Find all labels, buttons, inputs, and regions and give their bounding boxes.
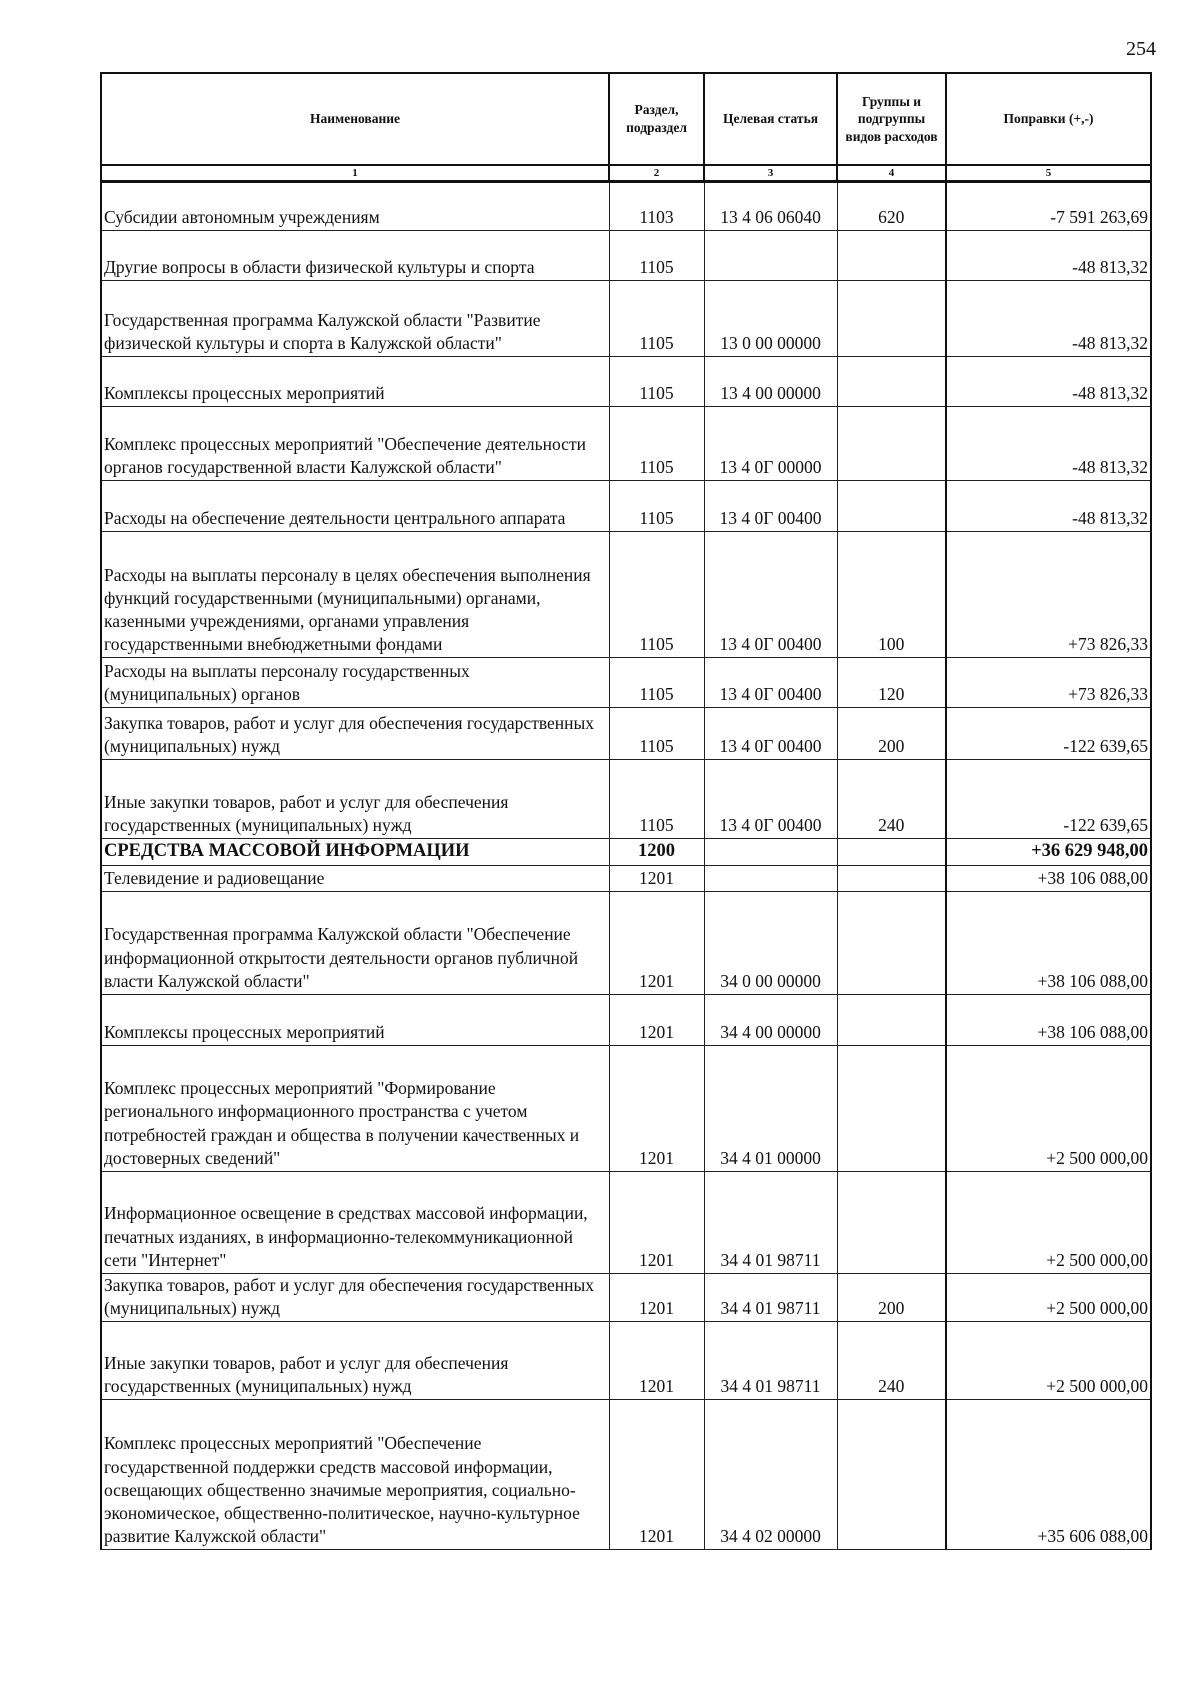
row-target: 13 4 06 06040: [704, 182, 837, 231]
table-row: [101, 891, 1151, 994]
row-group: [837, 1045, 946, 1171]
row-target: 34 4 01 98711: [704, 1171, 837, 1273]
row-target: 13 4 0Г 00400: [704, 658, 837, 708]
budget-amendments-table-wrapper: [100, 72, 1150, 1550]
row-target: 13 4 0Г 00400: [704, 760, 837, 839]
table-row: [101, 281, 1151, 357]
row-target: 13 4 0Г 00000: [704, 407, 837, 481]
table-row: [101, 481, 1151, 532]
row-amount: -122 639,65: [946, 760, 1151, 839]
row-amount: -48 813,32: [946, 407, 1151, 481]
header-name: Наименование: [101, 73, 609, 165]
row-name: Иные закупки товаров, работ и услуг для обеспечения государственных (муниципальных) нужд: [101, 760, 609, 839]
row-section: 1201: [609, 1321, 704, 1399]
row-target: 13 4 0Г 00400: [704, 708, 837, 760]
row-target: 34 4 00 00000: [704, 994, 837, 1045]
row-amount: +2 500 000,00: [946, 1171, 1151, 1273]
row-amount: -48 813,32: [946, 481, 1151, 532]
row-name: Субсидии автономным учреждениям: [101, 182, 609, 231]
row-section: 1200: [609, 839, 704, 865]
row-amount: +2 500 000,00: [946, 1321, 1151, 1399]
row-group: 100: [837, 532, 946, 658]
table-row: [101, 357, 1151, 407]
table-row: [101, 407, 1151, 481]
column-number: 3: [704, 165, 837, 182]
row-section: 1105: [609, 357, 704, 407]
row-target: 34 4 02 00000: [704, 1399, 837, 1549]
row-amount: +2 500 000,00: [946, 1045, 1151, 1171]
row-group: [837, 891, 946, 994]
row-name: Комплекс процессных мероприятий "Обеспечение государственной поддержки средств массовой информации, освещающих общественно значимые мероприятия, социально-экономическое, общественно-политическое, научно-культурное развитие Калужской области": [101, 1399, 609, 1549]
row-amount: +38 106 088,00: [946, 994, 1151, 1045]
row-target: [704, 231, 837, 281]
table-row: [101, 839, 1151, 865]
row-amount: +38 106 088,00: [946, 865, 1151, 891]
row-amount: +2 500 000,00: [946, 1273, 1151, 1321]
row-target: [704, 839, 837, 865]
table-row: [101, 708, 1151, 760]
table-row: [101, 658, 1151, 708]
table-header-row: [101, 73, 1151, 165]
row-name: Комплексы процессных мероприятий: [101, 357, 609, 407]
table-row: [101, 1273, 1151, 1321]
row-section: 1105: [609, 407, 704, 481]
row-name: Другие вопросы в области физической культуры и спорта: [101, 231, 609, 281]
table-row: [101, 532, 1151, 658]
column-number: 1: [101, 165, 609, 182]
row-group: [837, 865, 946, 891]
row-group: [837, 281, 946, 357]
row-name: Закупка товаров, работ и услуг для обеспечения государственных (муниципальных) нужд: [101, 708, 609, 760]
row-name: Государственная программа Калужской области "Обеспечение информационной открытости деятельности органов публичной власти Калужской области": [101, 891, 609, 994]
page-number: 254: [1126, 38, 1156, 60]
row-name: Закупка товаров, работ и услуг для обеспечения государственных (муниципальных) нужд: [101, 1273, 609, 1321]
header-group: Группы и подгруппы видов расходов: [837, 73, 946, 165]
row-amount: -48 813,32: [946, 281, 1151, 357]
row-section: 1105: [609, 481, 704, 532]
row-target: 34 4 01 98711: [704, 1273, 837, 1321]
row-name: Расходы на обеспечение деятельности центрального аппарата: [101, 481, 609, 532]
row-name: Информационное освещение в средствах массовой информации, печатных изданиях, в информационно-телекоммуникационной сети "Интернет": [101, 1171, 609, 1273]
header-amount: Поправки (+,-): [946, 73, 1151, 165]
row-group: 240: [837, 1321, 946, 1399]
row-name: Телевидение и радиовещание: [101, 865, 609, 891]
row-amount: -7 591 263,69: [946, 182, 1151, 231]
table-row: [101, 1171, 1151, 1273]
table-row: [101, 1321, 1151, 1399]
row-amount: -48 813,32: [946, 231, 1151, 281]
table-row: [101, 1045, 1151, 1171]
row-group: [837, 481, 946, 532]
row-amount: +73 826,33: [946, 532, 1151, 658]
column-number-row: [101, 165, 1151, 182]
row-section: 1105: [609, 532, 704, 658]
column-number: 2: [609, 165, 704, 182]
row-target: 13 0 00 00000: [704, 281, 837, 357]
row-target: 13 4 0Г 00400: [704, 532, 837, 658]
row-amount: +38 106 088,00: [946, 891, 1151, 994]
row-group: [837, 1399, 946, 1549]
row-section: 1201: [609, 1399, 704, 1549]
row-group: [837, 407, 946, 481]
row-target: [704, 865, 837, 891]
column-number: 5: [946, 165, 1151, 182]
row-group: 120: [837, 658, 946, 708]
table-row: [101, 865, 1151, 891]
table-row: [101, 994, 1151, 1045]
row-section: 1103: [609, 182, 704, 231]
table-body: [101, 182, 1151, 1550]
row-name: СРЕДСТВА МАССОВОЙ ИНФОРМАЦИИ: [101, 839, 609, 865]
row-section: 1201: [609, 865, 704, 891]
row-section: 1105: [609, 760, 704, 839]
row-target: 34 4 01 98711: [704, 1321, 837, 1399]
row-group: [837, 1171, 946, 1273]
row-group: [837, 994, 946, 1045]
table-row: [101, 1399, 1151, 1549]
row-section: 1201: [609, 891, 704, 994]
row-name: Расходы на выплаты персоналу государственных (муниципальных) органов: [101, 658, 609, 708]
header-target: Целевая статья: [704, 73, 837, 165]
row-section: 1105: [609, 658, 704, 708]
row-section: 1201: [609, 1045, 704, 1171]
row-name: Комплексы процессных мероприятий: [101, 994, 609, 1045]
row-group: [837, 839, 946, 865]
row-name: Комплекс процессных мероприятий "Формирование регионального информационного пространства с учетом потребностей граждан и общества в получении качественных и достоверных сведений": [101, 1045, 609, 1171]
table-row: [101, 760, 1151, 839]
row-name: Комплекс процессных мероприятий "Обеспечение деятельности органов государственной власти Калужской области": [101, 407, 609, 481]
row-group: 200: [837, 1273, 946, 1321]
row-amount: +73 826,33: [946, 658, 1151, 708]
row-name: Расходы на выплаты персоналу в целях обеспечения выполнения функций государственными (муниципальными) органами, казенными учреждениями, органами управления государственными внебюджетными фондами: [101, 532, 609, 658]
row-section: 1201: [609, 994, 704, 1045]
row-group: 240: [837, 760, 946, 839]
row-group: 620: [837, 182, 946, 231]
row-amount: -48 813,32: [946, 357, 1151, 407]
budget-amendments-table: [100, 72, 1152, 1550]
row-section: 1105: [609, 708, 704, 760]
column-number: 4: [837, 165, 946, 182]
row-target: 13 4 0Г 00400: [704, 481, 837, 532]
row-amount: -122 639,65: [946, 708, 1151, 760]
row-group: [837, 231, 946, 281]
header-section: Раздел, подраздел: [609, 73, 704, 165]
row-target: 34 4 01 00000: [704, 1045, 837, 1171]
row-section: 1201: [609, 1171, 704, 1273]
row-amount: +35 606 088,00: [946, 1399, 1151, 1549]
row-name: Государственная программа Калужской области "Развитие физической культуры и спорта в Калужской области": [101, 281, 609, 357]
table-row: [101, 182, 1151, 231]
row-target: 13 4 00 00000: [704, 357, 837, 407]
table-row: [101, 231, 1151, 281]
row-section: 1201: [609, 1273, 704, 1321]
row-section: 1105: [609, 231, 704, 281]
row-section: 1105: [609, 281, 704, 357]
row-name: Иные закупки товаров, работ и услуг для обеспечения государственных (муниципальных) нужд: [101, 1321, 609, 1399]
row-amount: +36 629 948,00: [946, 839, 1151, 865]
row-group: [837, 357, 946, 407]
row-group: 200: [837, 708, 946, 760]
row-target: 34 0 00 00000: [704, 891, 837, 994]
